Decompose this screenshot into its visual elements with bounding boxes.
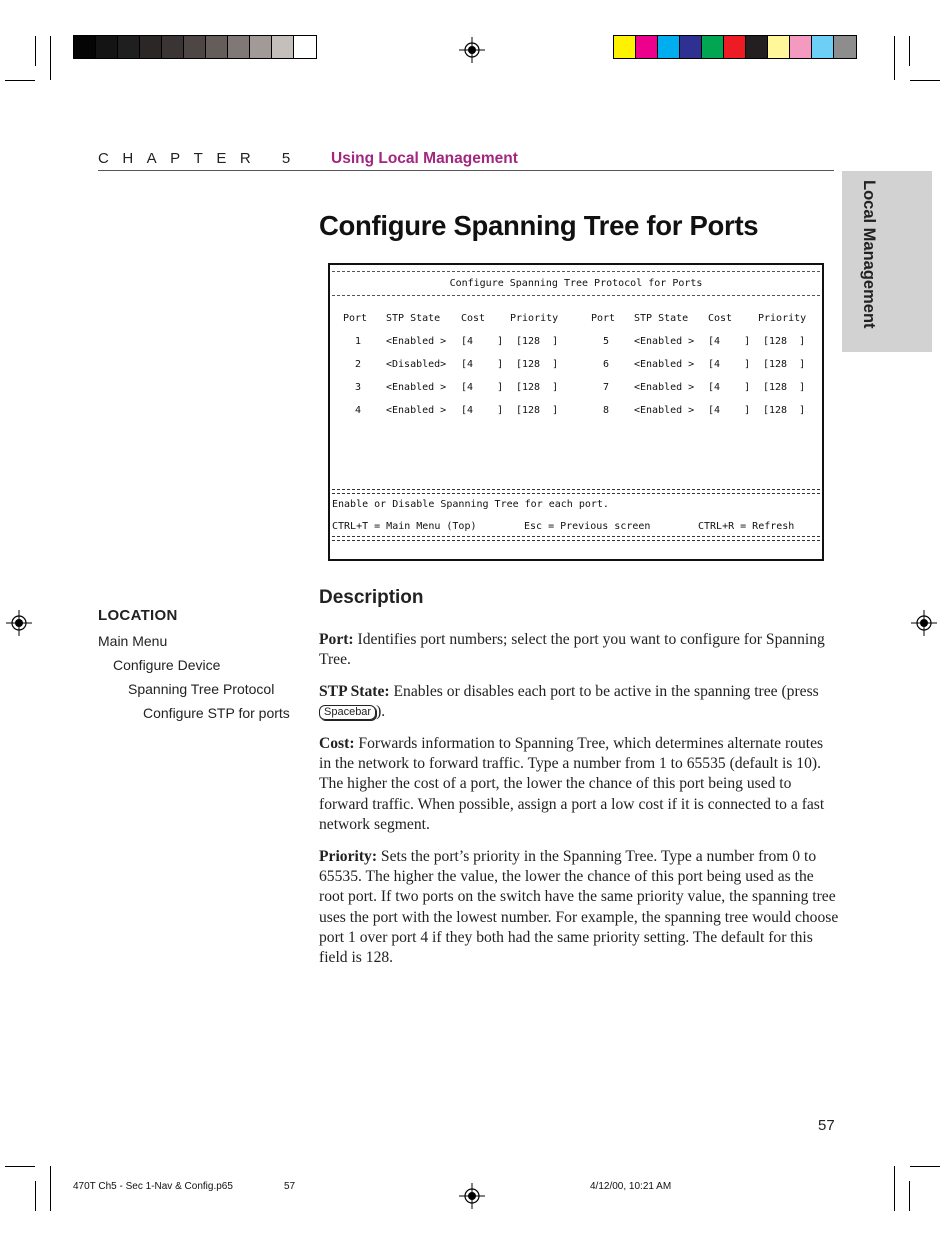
crop-mark (894, 1166, 895, 1211)
column-header-cost: Cost (708, 313, 733, 324)
port-number: 4 (355, 405, 362, 416)
port-number: 7 (603, 382, 610, 393)
registration-mark-icon (6, 610, 32, 636)
port-number: 5 (603, 336, 610, 347)
cost-description (319, 734, 839, 835)
color-swatch (724, 36, 746, 58)
cost-field[interactable]: [4 ] (461, 405, 504, 416)
footer-page: 57 (284, 1181, 296, 1192)
column-header-port: Port (591, 313, 616, 324)
color-swatch (96, 36, 118, 58)
footer-timestamp: 4/12/00, 10:21 AM (590, 1181, 672, 1192)
stp-state-description (319, 682, 839, 722)
header-rule (98, 170, 834, 171)
process-color-bar (613, 35, 857, 59)
column-header-stp-state: STP State (386, 313, 441, 324)
priority-field[interactable]: [128 ] (516, 359, 559, 370)
footer-file-name: 470T Ch5 - Sec 1-Nav & Config.p65 (73, 1181, 233, 1192)
priority-field[interactable]: [128 ] (516, 336, 559, 347)
stp-state-field[interactable]: <Enabled > (634, 382, 695, 393)
priority-term: Priority: (319, 848, 378, 865)
color-swatch (812, 36, 834, 58)
registration-mark-icon (911, 610, 937, 636)
cost-field[interactable]: [4 ] (461, 336, 504, 347)
color-swatch (636, 36, 658, 58)
priority-field[interactable]: [128 ] (763, 405, 806, 416)
color-swatch (658, 36, 680, 58)
cost-field[interactable]: [4 ] (461, 382, 504, 393)
crop-mark (909, 36, 910, 66)
color-swatch (228, 36, 250, 58)
cost-text: Forwards information to Spanning Tree, which determines alternate routes in the network to forward traffic. Type a number from 1 to 65535 (default is 10). The higher the cost of a port, the lower the chance of this port being used to forward traffic. When possible, assign a port a low cost if it is connected to a fast network segment. (319, 735, 825, 833)
spacebar-key-icon: Spacebar (319, 705, 376, 720)
port-text: Identifies port numbers; select the port you want to configure for Spanning Tree. (319, 631, 825, 669)
port-number: 3 (355, 382, 362, 393)
crop-mark (910, 1166, 940, 1167)
crop-mark (5, 1166, 35, 1167)
color-swatch (768, 36, 790, 58)
section-side-tab-label: Local Management (860, 180, 878, 329)
crop-mark (35, 1181, 36, 1211)
location-item-spanning-tree-protocol: Spanning Tree Protocol (128, 681, 275, 697)
registration-mark-icon (459, 37, 485, 63)
priority-field[interactable]: [128 ] (763, 336, 806, 347)
main-menu-shortcut[interactable]: CTRL+T = Main Menu (Top) (332, 521, 477, 532)
cost-term: Cost: (319, 735, 355, 752)
crop-mark (910, 80, 940, 81)
stp-state-text: Enables or disables each port to be active in the spanning tree (press (389, 683, 819, 700)
color-swatch (680, 36, 702, 58)
column-header-port: Port (343, 313, 368, 324)
cost-field[interactable]: [4 ] (708, 336, 751, 347)
terminal-double-rule (332, 536, 820, 541)
crop-mark (894, 36, 895, 80)
terminal-screen (328, 263, 824, 561)
column-header-priority: Priority (510, 313, 559, 324)
page-number: 57 (818, 1117, 835, 1134)
priority-field[interactable]: [128 ] (763, 359, 806, 370)
crop-mark (35, 36, 36, 66)
refresh-shortcut[interactable]: CTRL+R = Refresh (698, 521, 795, 532)
crop-mark (5, 80, 35, 81)
stp-state-text-end: ). (376, 703, 386, 721)
stp-state-field[interactable]: <Enabled > (634, 405, 695, 416)
color-swatch (614, 36, 636, 58)
priority-field[interactable]: [128 ] (763, 382, 806, 393)
location-item-main-menu: Main Menu (98, 633, 168, 649)
page-title: Configure Spanning Tree for Ports (319, 210, 759, 241)
cost-field[interactable]: [4 ] (461, 359, 504, 370)
previous-screen-shortcut[interactable]: Esc = Previous screen (524, 521, 651, 532)
color-swatch (74, 36, 96, 58)
cost-field[interactable]: [4 ] (708, 405, 751, 416)
cost-field[interactable]: [4 ] (708, 359, 751, 370)
column-header-stp-state: STP State (634, 313, 689, 324)
stp-state-field[interactable]: <Disabled> (386, 359, 447, 370)
color-swatch (162, 36, 184, 58)
priority-field[interactable]: [128 ] (516, 405, 559, 416)
cost-field[interactable]: [4 ] (708, 382, 751, 393)
priority-text: Sets the port’s priority in the Spanning Tree. Type a number from 0 to 65535. The higher the value, the lower the chance of this port being used as the root port. If two ports on the switch have the same priority value, the spanning tree uses the port with the lowest number. For example, the spanning tree would choose port 1 over port 4 if they both had the same priority setting. The default for this field is 128. (319, 848, 839, 967)
priority-field[interactable]: [128 ] (516, 382, 559, 393)
port-description (319, 630, 839, 670)
crop-mark (50, 36, 51, 80)
stp-state-field[interactable]: <Enabled > (634, 359, 695, 370)
column-header-cost: Cost (461, 313, 486, 324)
chapter-title: Using Local Management (331, 150, 518, 167)
terminal-title: Configure Spanning Tree Protocol for Ports (449, 278, 703, 289)
terminal-double-rule (332, 489, 820, 494)
color-swatch (184, 36, 206, 58)
port-term: Port: (319, 631, 354, 648)
location-item-configure-device: Configure Device (113, 657, 221, 673)
port-number: 6 (603, 359, 610, 370)
description-heading: Description (319, 587, 424, 608)
chapter-label: CHAPTER 5 (98, 150, 304, 167)
port-number: 8 (603, 405, 610, 416)
terminal-rule (332, 295, 820, 296)
location-heading: LOCATION (98, 607, 178, 624)
color-swatch (206, 36, 228, 58)
stp-state-field[interactable]: <Enabled > (386, 405, 447, 416)
crop-mark (909, 1181, 910, 1211)
color-swatch (250, 36, 272, 58)
color-swatch (118, 36, 140, 58)
crop-mark (50, 1166, 51, 1211)
color-swatch (140, 36, 162, 58)
terminal-key-bar (332, 521, 818, 576)
terminal-rule (332, 271, 820, 272)
grayscale-color-bar (73, 35, 317, 59)
stp-state-field[interactable]: <Enabled > (386, 382, 447, 393)
color-swatch (834, 36, 856, 58)
port-number: 1 (355, 336, 362, 347)
stp-state-field[interactable]: <Enabled > (386, 336, 447, 347)
column-header-priority: Priority (758, 313, 807, 324)
color-swatch (294, 36, 316, 58)
color-swatch (272, 36, 294, 58)
color-swatch (746, 36, 768, 58)
stp-state-term: STP State: (319, 683, 390, 700)
port-number: 2 (355, 359, 362, 370)
terminal-help-text: Enable or Disable Spanning Tree for each port. (332, 499, 609, 510)
color-swatch (702, 36, 724, 58)
location-item-configure-stp: Configure STP for ports (143, 705, 290, 721)
priority-description (319, 847, 839, 968)
color-swatch (790, 36, 812, 58)
registration-mark-icon (459, 1183, 485, 1209)
stp-state-field[interactable]: <Enabled > (634, 336, 695, 347)
